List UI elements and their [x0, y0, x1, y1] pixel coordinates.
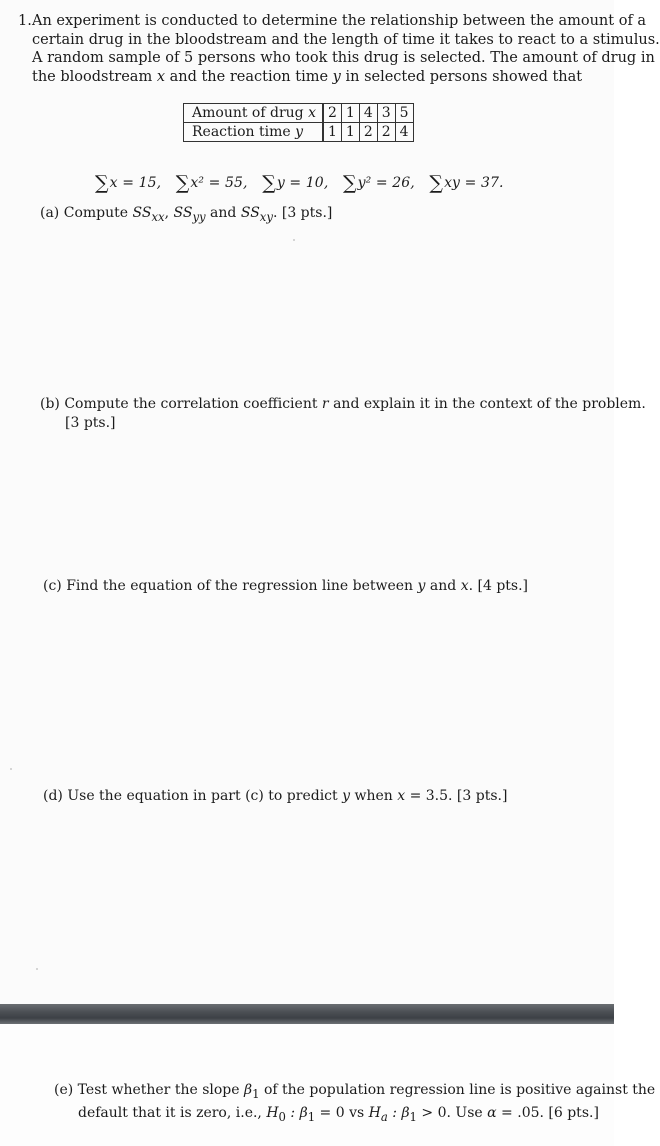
problem-statement	[18, 12, 660, 86]
drug-reaction-table	[183, 103, 414, 142]
part-label: (e)	[54, 1082, 74, 1098]
sum-y: ∑y = 10,	[262, 172, 329, 194]
scan-speck	[293, 239, 295, 241]
page-break-shadow	[0, 1004, 614, 1024]
sum-x-squared: ∑x² = 55,	[175, 172, 248, 194]
intro-line-2: certain drug in the bloodstream and the length of time it takes to react to a stimulus.	[32, 31, 660, 48]
intro-line-3: A random sample of 5 persons who took this drug is selected. The amount of drug in	[32, 50, 655, 66]
sum-xy: ∑xy = 37.	[429, 172, 504, 194]
row-label-reaction: Reaction time y	[184, 123, 323, 142]
part-a: (a) Compute $SS_{xx}$, $SS_{yy}$ and $SS_{xy}$. [3 pts.]	[40, 205, 333, 224]
table-cell: 4	[395, 123, 413, 142]
table-cell: 1	[341, 104, 359, 123]
table-cell: 2	[377, 123, 395, 142]
question-number: 1.	[18, 13, 32, 29]
table-cell: 2	[359, 123, 377, 142]
table-row-reaction	[184, 123, 414, 142]
part-e-line-1: (e) Test whether the slope $\beta_1$ of the population regression line is positive against the	[54, 1082, 656, 1101]
table-cell: 5	[395, 104, 413, 123]
part-b-line-1: (b) Compute the correlation coefficient r and explain it in the context of the problem.	[40, 396, 646, 412]
intro-line-4: the bloodstream x and the reaction time y in selected persons showed that	[32, 68, 583, 85]
part-label: (a)	[40, 205, 60, 221]
part-label: (b)	[40, 396, 60, 412]
table-cell: 1	[323, 123, 341, 142]
table-cell: 4	[359, 104, 377, 123]
part-e	[54, 1081, 655, 1127]
table-row-drug	[184, 104, 414, 123]
part-b-line-2: [3 pts.]	[65, 415, 116, 431]
table-cell: 1	[341, 123, 359, 142]
part-b	[40, 395, 646, 433]
part-label: (d)	[43, 788, 63, 804]
table-cell: 2	[323, 104, 341, 123]
part-e-line-2: default that it is zero, i.e., $H_0$ : $\beta_1 = 0$ vs $H_a$ : $\beta_1 > 0$. Use α = .05. [6 pts.]	[78, 1104, 599, 1124]
part-c: (c) Find the equation of the regression line between y and x. [4 pts.]	[43, 578, 528, 594]
part-label: (c)	[43, 578, 62, 594]
scan-speck	[10, 768, 12, 770]
sum-y-squared: ∑y² = 26,	[342, 172, 415, 194]
table-cell: 3	[377, 104, 395, 123]
sum-x: ∑x = 15,	[95, 172, 162, 194]
part-d: (d) Use the equation in part (c) to predict y when x = 3.5. [3 pts.]	[43, 788, 508, 804]
summary-sums	[95, 170, 514, 192]
row-label-drug: Amount of drug x	[184, 104, 323, 123]
scan-speck	[36, 968, 38, 970]
intro-line-1: 1.An experiment is conducted to determine the relationship between the amount of a	[18, 13, 647, 29]
